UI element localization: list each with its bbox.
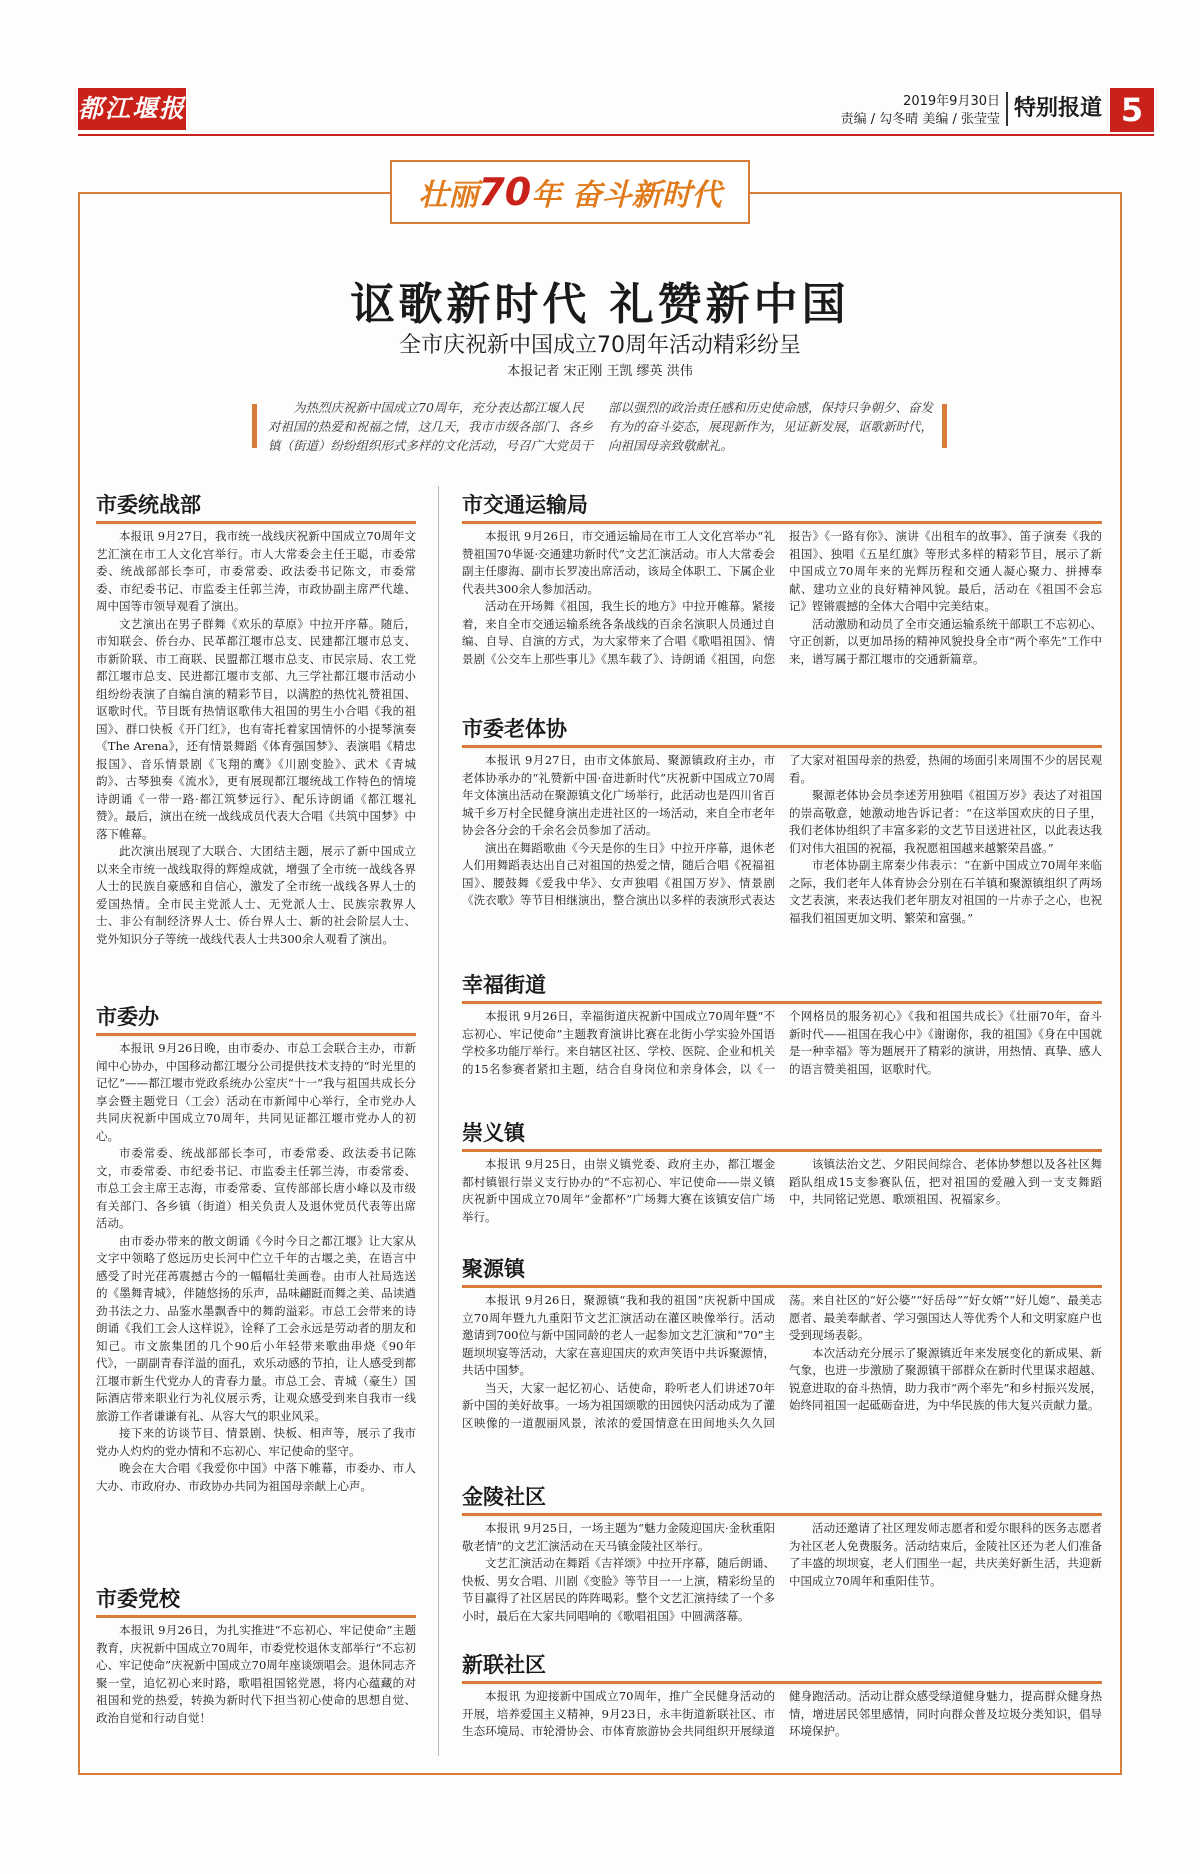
section-rule bbox=[462, 1001, 1102, 1004]
paragraph: 由市委办带来的散文朗诵《今时今日之都江堰》让大家从文字中领略了悠远历史长河中伫立千年的古堰之美，在语言中感受了时光荏苒震撼古今的一幅幅壮美画卷。由市人社局选送的《墨舞青城》，伴随悠扬的乐声，品味翩跹而舞之美、品读遒劲书法之力、品鉴水墨飘香中的舞韵溢彩。市总工会带来的诗朗诵《我们工会人这样说》，诠释了工会永远是劳动者的朋友和知己。市文旅集团的几个90后小年轻带来歌曲串烧《90年代》，一副副青春洋溢的面孔，欢乐动感的节拍，让人感受到都江堰市新生代党办人的青春力量。市总工会、青城（豪生）国际酒店带来职业行为礼仪展示秀，让观众感受到来自我市一线旅游工作者谦谦有礼、从容大气的职业风采。 bbox=[96, 1233, 416, 1423]
section-rule bbox=[462, 1513, 1102, 1516]
article-body bbox=[462, 1008, 1102, 1078]
paragraph: 此次演出展现了大联合、大团结主题，展示了新中国成立以来全市统一战线取得的辉煌成就，增强了全市统一战线各界人士的民族自豪感和自信心，激发了全市统一战线各界人士的爱国热情。全市民主党派人士、无党派人士、民族宗教界人士、非公有制经济界人士、侨台界人士、新的社会阶层人士、党外知识分子等统一战线代表人士共300余人观看了演出。 bbox=[96, 844, 416, 946]
theme-banner bbox=[390, 160, 750, 224]
lead-bar-right bbox=[942, 404, 947, 448]
paragraph: 该镇法治文艺、夕阳民间综合、老体协梦想以及各社区舞蹈队组成15支参赛队伍，把对祖国的爱融入到一支支舞蹈中，共同铭记党恩、歌颂祖国、祝福家乡。 bbox=[789, 1157, 1102, 1206]
header-rule bbox=[78, 134, 1154, 136]
page-number: 5 bbox=[1110, 88, 1154, 132]
header-divider bbox=[1006, 92, 1008, 126]
section-title: 崇义镇 bbox=[462, 1121, 525, 1145]
byline: 本报记者 宋正刚 王凯 缪英 洪伟 bbox=[507, 364, 693, 379]
banner-prefix: 壮丽 bbox=[418, 178, 479, 213]
paragraph: 当天，大家一起忆初心、话使命，聆听老人们讲述70年新中国的美好故事。一场为祖国颂歌的田园快闪活动成为了灌区映像的一道靓丽风景，浓浓的爱国情意在田间地头久久回荡。来自社区的“好公婆”“好岳母”“好女婿”“好儿媳”、最美志愿者、最美奉献者、学习强国达人等优秀个人和文明家庭户也受到现场表彰。 bbox=[462, 1293, 1102, 1430]
paragraph: 本报讯 9月26日，幸福街道庆祝新中国成立70周年暨“不忘初心、牢记使命”主题教育演讲比赛在北街小学实验外国语学校多功能厅举行。来自辖区社区、学校、医院、企业和机关的15名参赛者紧扣主题，结合自身岗位和亲身体会，以《一个网格员的服务初心》《我和祖国共成长》《壮丽70年，奋斗新时代——祖国在我心中》《谢谢你，我的祖国》《身在中国就是一种幸福》等为题展开了精彩的演讲，用热情、真挚、感人的语言赞美祖国，讴歌时代。 bbox=[462, 1009, 1102, 1076]
article-body bbox=[96, 1040, 416, 1495]
newspaper-logo: 都江堰报 bbox=[78, 88, 186, 130]
paragraph: 本报讯 9月26日，市交通运输局在市工人文化宫举办“礼赞祖国70华诞·交通建功新时代”文艺汇演活动。市人大常委会副主任廖海、副市长罗凌出席活动，该局全体职工、下属企业代表共300余人参加活动。 bbox=[462, 529, 775, 596]
section-rule bbox=[462, 745, 1102, 748]
lead-bar-left bbox=[252, 404, 257, 448]
section-title: 新联社区 bbox=[462, 1653, 546, 1677]
headline-subtitle: 全市庆祝新中国成立70周年活动精彩纷呈 bbox=[399, 333, 801, 358]
paragraph: 活动还邀请了社区理发师志愿者和爱尔眼科的医务志愿者为社区老人免费服务。活动结束后，金陵社区还为老人们准备了丰盛的坝坝宴，老人们围坐一起，共庆美好新生活，共迎新中国成立70周年和重阳佳节。 bbox=[789, 1521, 1102, 1588]
section-title: 市委老体协 bbox=[462, 717, 567, 741]
paragraph: 市老体协副主席秦少伟表示：“在新中国成立70周年来临之际，我们老年人体育协会分别在石羊镇和聚源镇组织了两场文艺表演，来表达我们老年朋友对祖国的一片赤子之心，也祝福我们祖国更加文明、繁荣和富强。” bbox=[789, 858, 1102, 925]
paragraph: 晚会在大合唱《我爱你中国》中落下帷幕，市委办、市人大办、市政府办、市政协办共同为祖国母亲献上心声。 bbox=[96, 1461, 416, 1493]
paragraph: 文艺演出在男子群舞《欢乐的草原》中拉开序幕。随后，市知联会、侨台办、民革都江堰市总支、民建都江堰市总支、市新阶联、市工商联、民盟都江堰市总支、市民宗局、农工党都江堰市总支、民进都江堰市支部、九三学社都江堰市活动小组纷纷表演了自编自演的精彩节目，以满腔的热忱礼赞祖国、讴歌时代。节目既有热情讴歌伟大祖国的男生小合唱《我的祖国》、群口快板《开门红》，也有寄托着家国情怀的小提琴演奏《The Arena》，还有情景舞蹈《体育强国梦》、表演唱《精忠报国》、音乐情景剧《飞翔的鹰》《川剧变脸》、武术《青城韵》、古琴独奏《流水》，更有展现都江堰统战工作特色的情境诗朗诵《一带一路·都江筑梦远行》、配乐诗朗诵《都江堰礼赞》。最后，演出在统一战线成员代表大合唱《共筑中国梦》中落下帷幕。 bbox=[96, 616, 416, 841]
article-body bbox=[462, 752, 1102, 927]
paragraph: 聚源老体协会员李述芳用独唱《祖国万岁》表达了对祖国的崇高敬意，她激动地告诉记者：“在这举国欢庆的日子里，我们老体协组织了丰富多彩的文艺节目送进社区，以此表达我们对伟大祖国的祝福，我祝愿祖国越来越繁荣昌盛。” bbox=[789, 788, 1102, 855]
column-divider bbox=[438, 486, 439, 1756]
section-name: 特别报道 bbox=[1014, 96, 1103, 121]
article-body bbox=[462, 1520, 1102, 1625]
paragraph: 本报讯 9月26日，为扎实推进“不忘初心、牢记使命”主题教育，庆祝新中国成立70周年，市委党校退休支部举行“不忘初心、牢记使命”庆祝新中国成立70周年座谈颂唱会。退休同志齐聚一堂，追忆初心来时路，歌唱祖国铭党恩，将内心蕴藏的对祖国和党的热爱，转换为新时代下担当初心使命的思想自觉、政治自觉和行动自觉！ bbox=[96, 1623, 416, 1725]
banner-suffix: 年 奋斗新时代 bbox=[531, 178, 722, 213]
editors-credit: 责编 / 勾冬晴 美编 / 张莹莹 bbox=[840, 112, 1000, 127]
paragraph: 演出在舞蹈歌曲《今天是你的生日》中拉开序幕，退休老人们用舞蹈表达出自己对祖国的热爱之情，随后合唱《祝福祖国》、腰鼓舞《爱我中华》、女声独唱《祖国万岁》、情景剧《洗衣歌》等节目相继演出，整合演出以多样的表演形式表达了大家对祖国母亲的热爱，热闹的场面引来周围不少的居民观看。 bbox=[462, 753, 1102, 907]
article-body bbox=[462, 1156, 1102, 1226]
article-body bbox=[462, 1688, 1102, 1741]
article-body bbox=[462, 528, 1102, 668]
paragraph: 本报讯 9月27日，我市统一战线庆祝新中国成立70周年文艺汇演在市工人文化宫举行。市人大常委会主任王聪，市委常委、统战部部长李可，市委常委、政法委书记陈文，市委常委、市纪委书记、市监委主任郭兰涛，市政协副主席严代雄、周中国等市领导观看了演出。 bbox=[96, 529, 416, 613]
paragraph: 本次活动充分展示了聚源镇近年来发展变化的新成果、新气象，也进一步激励了聚源镇干部群众在新时代里谋求超越、锐意进取的奋斗热情，助力我市“两个率先”和乡村振兴发展，始终同祖国一起砥砺奋进，为中华民族的伟大复兴贡献力量。 bbox=[789, 1345, 1102, 1412]
article-body bbox=[462, 1292, 1102, 1432]
section-rule bbox=[96, 521, 416, 524]
lead-paragraph: 为热烈庆祝新中国成立70周年，充分表达都江堰人民对祖国的热爱和祝福之情，这几天，我市市级各部门、各乡镇（街道）纷纷组织形式多样的文化活动，号召广大党员干部以强烈的政治责任感和历史使命感，保持只争朝夕、奋发有为的奋斗姿态，展现新作为，见证新发展，讴歌新时代，向祖国母亲致敬献礼。 bbox=[268, 400, 934, 453]
section-rule bbox=[462, 521, 1102, 524]
paragraph: 本报讯 9月26日晚，由市委办、市总工会联合主办，市新闻中心协办，中国移动都江堰分公司提供技术支持的“时光里的记忆”——都江堰市党政系统办公室庆“十一”我与祖国共成长分享会暨主题党日（工会）活动在市新闻中心举行，全市党办人共同庆祝新中国成立70周年，共同见证都江堰市党办人的初心。 bbox=[96, 1041, 416, 1143]
issue-date: 2019年9月30日 bbox=[903, 94, 1000, 109]
section-rule bbox=[96, 1615, 416, 1618]
article-body bbox=[96, 528, 416, 948]
headline-title: 讴歌新时代 礼赞新中国 bbox=[350, 279, 850, 330]
paragraph: 活动在开场舞《祖国，我生长的地方》中拉开帷幕。紧接着，来自全市交通运输系统各条战线的百余名演职人员通过自编、自导、自演的方式，为大家带来了合唱《歌唱祖国》、情景剧《公交车上那些事儿》《黑车载了》、诗朗诵《祖国，向您报告》《一路有你》、演讲《出租车的故事》、笛子演奏《我的祖国》、独唱《五星红旗》等形式多样的精彩节目，展示了新中国成立70周年来的光辉历程和交通人凝心聚力、拼搏奉献、建功立业的良好精神风貌。最后，活动在《祖国不会忘记》铿锵震撼的全体大合唱中完美结束。 bbox=[462, 529, 1102, 666]
section-title: 金陵社区 bbox=[462, 1485, 546, 1509]
paragraph: 本报讯 9月26日，聚源镇“我和我的祖国”庆祝新中国成立70周年暨九九重阳节文艺汇演活动在灌区映像举行。活动邀请到700位与新中国同龄的老人一起参加文艺汇演和“70”主题坝坝宴等活动，大家在喜迎国庆的欢声笑语中共诉聚源情，共话中国梦。 bbox=[462, 1293, 775, 1377]
paragraph: 市委常委、统战部部长李可，市委常委、政法委书记陈文，市委常委、市纪委书记、市监委主任郭兰涛，市委常委、市总工会主席王志海，市委常委、宣传部部长唐小峰以及市级有关部门、各乡镇（街道）相关负责人及退休党员代表等出席活动。 bbox=[96, 1146, 416, 1230]
paragraph: 本报讯 9月25日，由崇义镇党委、政府主办，都江堰金都村镇银行崇义支行协办的“不忘初心、牢记使命——崇义镇庆祝新中国成立70周年“金都杯”广场舞大赛在该镇安信广场举行。 bbox=[462, 1157, 775, 1224]
paragraph: 文艺汇演活动在舞蹈《吉祥颂》中拉开序幕，随后朗诵、快板、男女合唱、川剧《变脸》等节目一一上演，精彩纷呈的节目赢得了社区居民的阵阵喝彩。整个文艺汇演持续了一个多小时，最后在大家共同唱响的《歌唱祖国》中圆满落幕。 bbox=[462, 1556, 775, 1623]
paragraph: 本报讯 为迎接新中国成立70周年，推广全民健身活动的开展，培养爱国主义精神，9月23日，永丰街道新联社区、市生态环境局、市轮滑协会、市体育旅游协会共同组织开展绿道健身跑活动。活动让群众感受绿道健身魅力，提高群众健身热情，增进居民邻里感情，同时向群众普及垃圾分类知识，倡导环境保护。 bbox=[462, 1689, 1102, 1738]
paragraph: 接下来的访谈节目、情景剧、快板、相声等，展示了我市党办人灼灼的党办情和不忘初心、牢记使命的坚守。 bbox=[96, 1426, 416, 1458]
article-body bbox=[96, 1622, 416, 1727]
section-title: 市委办 bbox=[96, 1005, 159, 1029]
section-rule bbox=[462, 1149, 1102, 1152]
paragraph: 本报讯 9月25日，一场主题为“魅力金陵迎国庆·金秋重阳敬老情”的文艺汇演活动在天马镇金陵社区举行。 bbox=[462, 1521, 775, 1553]
section-title: 幸福街道 bbox=[462, 973, 546, 997]
section-title: 市交通运输局 bbox=[462, 493, 588, 517]
section-title: 市委党校 bbox=[96, 1587, 180, 1611]
section-title: 市委统战部 bbox=[96, 493, 201, 517]
section-rule bbox=[462, 1681, 1102, 1684]
section-title: 聚源镇 bbox=[462, 1257, 525, 1281]
paragraph: 活动激励和动员了全市交通运输系统干部职工不忘初心、守正创新，以更加昂扬的精神风貌投身全市“两个率先”工作中来，谱写属于都江堰市的交通新篇章。 bbox=[789, 616, 1102, 666]
section-rule bbox=[462, 1285, 1102, 1288]
banner-number: 70 bbox=[478, 170, 532, 214]
paragraph: 本报讯 9月27日，由市文体旅局、聚源镇政府主办，市老体协承办的“礼赞新中国·奋进新时代”庆祝新中国成立70周年文体演出活动在聚源镇文化广场举行，此活动也是四川省百城千乡万村全民健身演出走进社区的一场活动，来自全市老年协会各分会的千余名会员参加了活动。 bbox=[462, 753, 775, 837]
section-rule bbox=[96, 1033, 416, 1036]
